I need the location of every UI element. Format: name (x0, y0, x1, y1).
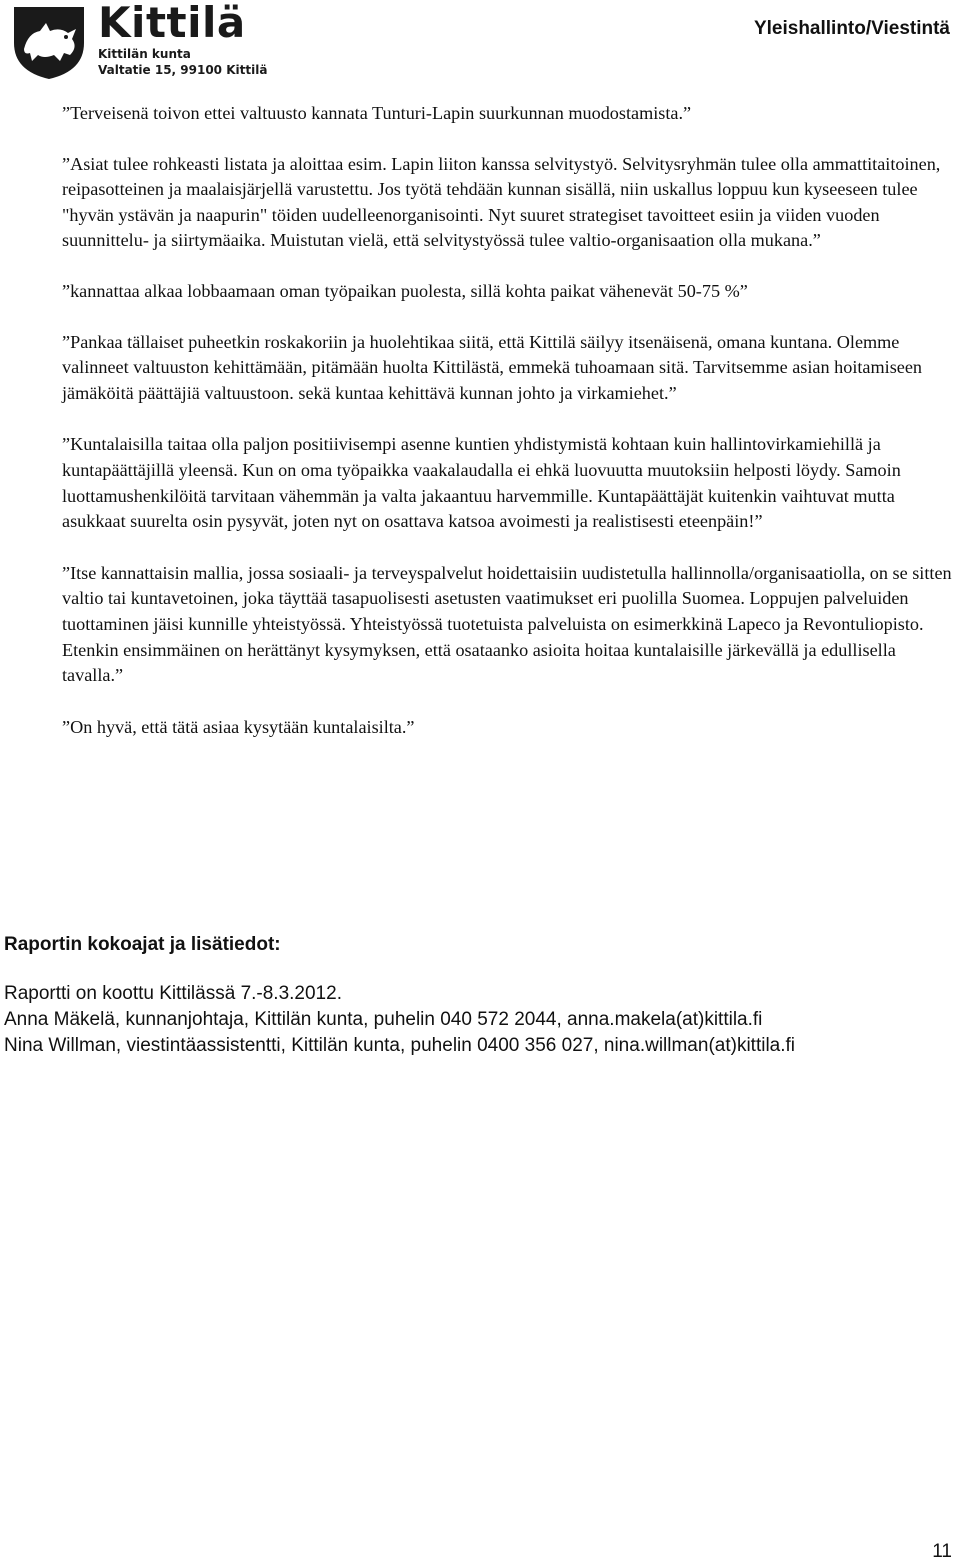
page-number: 11 (932, 1541, 952, 1562)
brand-block (98, 0, 267, 78)
quote-7: ”On hyvä, että tätä asiaa kysytään kuntalaisilta.” (62, 716, 415, 737)
page-header (0, 0, 960, 88)
quote-1: ”Terveisenä toivon ettei valtuusto kannata Tunturi-Lapin suurkunnan muodostamista.” (62, 103, 692, 123)
brand-name: Kittilä (98, 0, 246, 47)
coat-of-arms-logo (10, 3, 88, 81)
quote-3: ”kannattaa alkaa lobbaamaan oman työpaikan puolesta, sillä kohta paikat vähenevät 50-75 %” (62, 280, 748, 301)
brand-address: Valtatie 15, 99100 Kittilä (98, 63, 268, 77)
footer-line-contact-1: Anna Mäkelä, kunnanjohtaja, Kittilän kunta, puhelin 040 572 2044, anna.makela(at)kittila.fi (4, 1009, 763, 1030)
quote-6: ”Itse kannattaisin mallia, jossa sosiaali- ja terveyspalvelut hoidettaisiin uudistetulla hallinnolla/organisaatiolla, on se sitten valtio tai kuntavetoinen, joka täyttää tasapuolisesti asetusten vaatimukset eri puolilla Suomea. Loppujen palveluiden tuottaminen jäisi kunnille yhteistyössä. Yhteistyössä tuotetuista palveluista on esimerkkinä Lapeco ja Revontuliopisto. Etenkin ensimmäinen on herättänyt kysymyksen, että osataanko asioita hoitaa kuntalaisille järkevällä ja edullisella tavalla.” (62, 562, 952, 686)
department-label: Yleishallinto/Viestintä (753, 18, 950, 39)
footer-line-contact-2: Nina Willman, viestintäassistentti, Kittilän kunta, puhelin 0400 356 027, nina.willman(at)kittila.fi (4, 1035, 796, 1056)
report-footer (4, 932, 954, 1059)
brand-municipality: Kittilän kunta (98, 47, 191, 61)
quote-2: ”Asiat tulee rohkeasti listata ja aloittaa esim. Lapin liiton kanssa selvitystyö. Selvitysryhmän tulee olla ammattitaitoinen, reipasotteinen ja maalaisjärjellä varustettu. Jos työtä tehdään kunnan sisällä, niin uskallus loppuu kun kyseeseen tulee "hyvän ystävän ja naapurin" töiden uudelleenorganisointi. Nyt suuret strategiset tavoitteet esiin ja viiden vuoden suunnittelu- ja siirtymäaika. Muistutan vielä, että selvitystyössä tulee valtio-organisaation olla mukana.” (62, 153, 941, 251)
footer-line-date: Raportti on koottu Kittilässä 7.-8.3.2012. (4, 983, 342, 1004)
quote-5: ”Kuntalaisilla taitaa olla paljon positiivisempi asenne kuntien yhdistymistä kohtaan kuin hallintovirkamiehillä ja kuntapäättäjillä yleensä. Kun on oma työpaikka vaakalaudalla ei ehkä luovuutta muutoksiin helposti löydy. Samoin luottamushenkilöitä tarvitaan vähemmän ja valta jakaantuu harvemmille. Kuntapäättäjät kuitenkin vaihtuvat mutta asukkaat suurelta osin pysyvät, joten nyt on osattava katsoa avoimesti ja realistisesti eteenpäin!” (62, 434, 901, 532)
quote-4: ”Pankaa tällaiset puheetkin roskakoriin ja huolehtikaa siitä, että Kittilä säilyy itsenäisenä, omana kuntana. Olemme valinneet valtuuston kehittämään, pitämään huolta Kittilästä, emmekä tuhoamaan sitä. Tarvitsemme asian hoitamiseen jämäköitä päättäjiä valtuustoon. sekä kuntaa kehittävä kunnan johto ja virkamiehet.” (62, 331, 923, 403)
quotes-section (62, 101, 954, 740)
footer-heading: Raportin kokoajat ja lisätiedot: (4, 934, 281, 955)
